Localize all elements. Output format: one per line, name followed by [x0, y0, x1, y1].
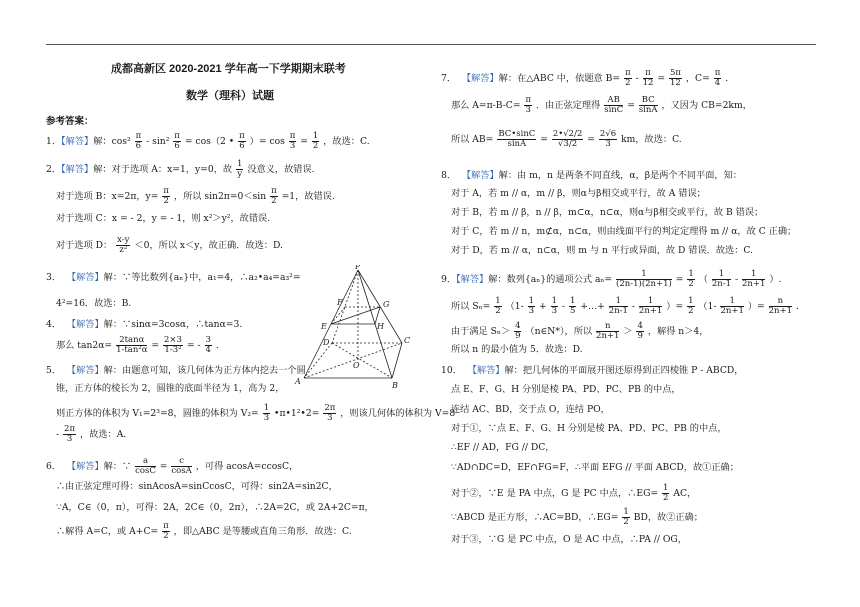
answer-5-line-4: - $\frac{2\pi}{3}$ ，故选：A. — [56, 424, 127, 444]
label-g: G — [383, 300, 390, 309]
answer-2-line-3: 对于选项 C：x = - 2，y = - 1，则 x²＞y²，故错误. — [56, 213, 271, 224]
answer-7-line-1: 7． 【解答】解：在△ABC 中，依题意 B= $\frac{\pi}{2}$ - $\frac{\pi}{12}$ = $\frac{5\pi}{12}$ ，C= $\frac{\pi}{4}$ . — [441, 68, 729, 88]
edge-bc — [392, 343, 402, 378]
answer-8-line-5: 对于 D，若 m // α，n⊂α，则 m 与 n 平行或异面，故 D 错误．故选：C. — [451, 245, 754, 256]
answer-9-line-1: 9．【解答】解：数列{aₙ}的通项公式 aₙ= $\frac{1}{(2n-1)(2n+1)}$ = $\frac{1}{2}$ （ $\frac{1}{2n-1}$ - $\frac{1}{2n+1}$ ）. — [441, 269, 782, 289]
answer-8-line-3: 对于 B，若 m // β，n // β，m⊂α，n⊂α，则α与β相交或平行，故 B 错误； — [451, 207, 764, 218]
answer-10-line-2: 点 E、F、G、H 分别是棱 PA、PD、PC、PB 的中点， — [451, 384, 681, 395]
label-b: B — [392, 381, 398, 390]
answer-10-line-3: 连结 AC、BD，交于点 O，连结 PO， — [451, 404, 610, 415]
edge-pd — [332, 270, 358, 343]
label-c: C — [404, 336, 411, 345]
answer-9-line-3: 由于满足 Sₙ＞ $\frac{4}{9}$ （n∈N*），所以 $\frac{n}{2n+1}$ ＞ $\frac{4}{9}$ ，解得 n＞4， — [451, 321, 709, 341]
label-o: O — [353, 361, 360, 370]
answer-6-line-4: ∴解得 A=C，或 A+C= $\frac{\pi}{2}$ ，即△ABC 是等腰或直角三角形．故选：C. — [56, 521, 352, 541]
answer-5-line-1: 5． 【解答】解：由题意可知，该几何体为正方体内挖去一个圆 — [46, 365, 306, 376]
page-subtitle: 数学（理科）试题 — [186, 90, 274, 102]
answer-10-line-5: ∴EF // AD，FG // DC， — [451, 442, 555, 453]
answer-8-line-4: 对于 C，若 m // n，m⊄α，n⊂α，则由线面平行的判定定理得 m // α，故 C 正确； — [451, 226, 797, 237]
label-d: D — [323, 338, 330, 347]
answer-4-line-1: 4． 【解答】解：∵sinα=3cosα，∴tanα=3. — [46, 319, 243, 330]
answer-8-line-2: 对于 A，若 m // α，m // β，则α与β相交或平行，故 A 错误； — [451, 188, 706, 199]
answer-6-line-3: ∵A，C∈（0，π），可得：2A，2C∈（0，2π），∴2A=2C，或 2A+2C=π， — [56, 502, 374, 513]
answer-10-line-9: 对于③，∵G 是 PC 中点，O 是 AC 中点，∴PA // OG， — [451, 534, 687, 545]
answer-6-line-1: 6． 【解答】解：∵ $\frac{a}{\cos C}$ = $\frac{c}{\cos A}$ ，可得 acosA=ccosC， — [46, 456, 299, 476]
page-title: 成都高新区 2020-2021 学年高一下学期期末联考 — [111, 63, 346, 75]
answer-6-line-2: ∴由正弦定理可得：sinAcosA=sinCcosC，可得：sin2A=sin2C， — [56, 481, 338, 492]
label-p: P — [355, 265, 361, 271]
answer-2-line-1: 2．【解答】解：对于选项 A：x=1，y=0，故 $\frac{1}{y}$ 没意义，故错误. — [46, 159, 315, 179]
answer-9-line-4: 所以 n 的最小值为 5．故选：D. — [451, 344, 583, 355]
answer-3-line-2: 4²=16．故选：B. — [56, 298, 132, 309]
label-f: F — [337, 298, 343, 307]
edge-pc — [358, 270, 402, 343]
header-rule — [46, 44, 816, 45]
answer-9-line-2: 所以 Sₙ= $\frac{1}{2}$ （1- $\frac{1}{3}$ + $\frac{1}{3}$ - $\frac{1}{5}$ +…+ $\frac{1}{2n-1}$ - $\frac{1}{2n+1}$ ）= $\frac{1}{2}$ （1- $\frac{1}{2n+1}$ ）= $\frac{n}{2n+1}$ . — [451, 296, 799, 316]
answer-10-line-1: 10． 【解答】解：把几何体的平面展开图还原得到正四棱锥 P - ABCD， — [441, 365, 744, 376]
label-a: A — [295, 377, 301, 386]
answer-4-line-2: 那么 tan2α= $\frac{2\tan\alpha}{\text{1-tan²α}}$ = $\frac{2\times 3}{\text{1-3²}}$ = - $\frac{3}{4}$ . — [56, 335, 219, 355]
section-heading: 参考答案： — [46, 116, 94, 127]
answer-5-line-2: 锥，正方体的棱长为 2，圆锥的底面半径为 1，高为 2， — [56, 383, 285, 394]
answer-7-line-2: 那么 A=π-B-C= $\frac{\pi}{3}$ ．由正弦定理得 $\frac{AB}{\sin C}$ = $\frac{BC}{\sin A}$ ，又因为 CB=2km， — [451, 95, 752, 115]
answer-5-line-3: 则正方体的体积为 V₁=2³=8，圆锥的体积为 V₂= $\frac{1}{3}$ •π•1²•2= $\frac{2\pi}{3}$ ，则该几何体的体积为 V=8 — [56, 403, 456, 423]
answer-8-line-1: 8． 【解答】解：由 m，n 是两条不同直线，α，β是两个不同平面，知： — [441, 170, 742, 181]
answer-10-line-4: 对于①，∵点 E、F、G、H 分别是棱 PA、PD、PC、PB 的中点， — [451, 423, 727, 434]
pyramid-figure — [292, 265, 412, 390]
answer-10-line-6: ∵AD∩DC=D，EF∩FG=F，∴平面 EFG // 平面 ABCD，故①正确； — [451, 462, 739, 473]
label-e: E — [321, 322, 327, 331]
answer-1: 1．【解答】解：cos² $\frac{\pi}{6}$ - sin² $\frac{\pi}{6}$ = cos（2 • $\frac{\pi}{6}$ ）= cos $\frac{\pi}{3}$ = $\frac{1}{2}$ ，故选：C. — [46, 131, 370, 151]
answer-2-line-4: 对于选项 D： $\frac{x-y}{\text{z²}}$ ＜0，所以 x＜y，故正确．故选：D. — [56, 235, 283, 255]
edge-da — [304, 343, 332, 378]
answer-7-line-3: 所以 AB= $\frac{BC•\sin C}{\sin A}$ = $\frac{2•√2/2}{√3/2}$ = $\frac{2√6}{3}$ km，故选：C. — [451, 129, 682, 149]
answer-10-line-8: ∵ABCD 是正方形，∴AC=BD，∴EG= $\frac{1}{2}$ BD，故②正确； — [451, 507, 703, 527]
answer-3-line-1: 3． 【解答】解：∵等比数列{aₙ}中，a₁=4，∴a₂•a₄=a₃²= — [46, 272, 301, 283]
answer-2-line-2: 对于选项 B：x=2π，y= $\frac{\pi}{2}$ ，所以 sin2π=0＜sin $\frac{\pi}{2}$ =1，故错误. — [56, 186, 335, 206]
label-h: H — [377, 322, 384, 331]
answer-10-line-7: 对于②，∵E 是 PA 中点，G 是 PC 中点，∴EG= $\frac{1}{2}$ AC， — [451, 483, 697, 503]
